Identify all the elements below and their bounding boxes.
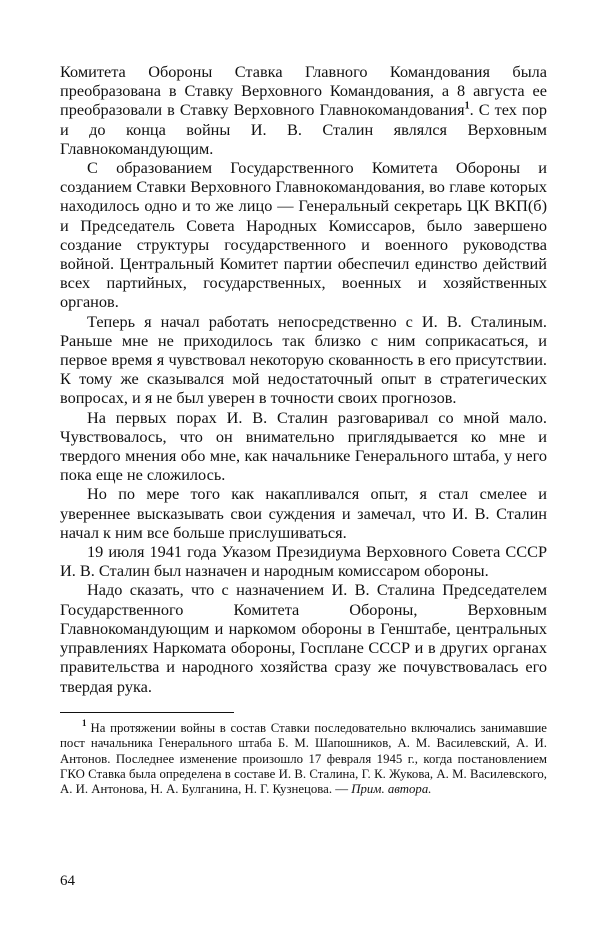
paragraph-6 — [60, 542, 547, 580]
footnote-text: На протяжении войны в состав Ставки последовательно включались занимавшие пост начальника Генерального штаба Б. М. Шапошников, А. М. Василевский, А. И. Антонов. Последнее изменение произошло 17 февраля 1945 г., когда постановлением ГКО Ставка была определена в составе И. В. Сталина, Г. К. Жукова, А. М. Василевского, А. И. Антонова, Н. А. Булганина, Н. Г. Кузнецова. — — [60, 720, 547, 797]
footnote-divider — [60, 712, 234, 713]
page-body — [60, 62, 547, 798]
paragraph-1-text-before: Комитета Обороны Ставка Главного Командования была преобразована в Ставку Верховного Командования, а 8 августа ее преобразовали в Ставку Верховного Главнокомандования — [60, 62, 547, 120]
paragraph-7-text: Надо сказать, что с назначением И. В. Сталина Председателем Государственного Комитета Обороны, Верховным Главнокомандующим и наркомом обороны в Генштабе, центральных управлениях Наркомата обороны, Госплане СССР и в других органах правительства и народного хозяйства сразу же почувствовалась его твердая рука. — [60, 580, 547, 696]
paragraph-2 — [60, 158, 547, 312]
page-number: 64 — [60, 873, 75, 889]
paragraph-3 — [60, 312, 547, 408]
paragraph-2-text: С образованием Государственного Комитета Обороны и созданием Ставки Верховного Главнокомандования, во главе которых находилось одно и то же лицо — Генеральный секретарь ЦК ВКП(б) и Председатель Совета Народных Комиссаров, было завершено создание структуры государственного и военного руководства войной. Центральный Комитет партии обеспечил единство действий всех партийных, государственных, военных и хозяйственных органов. — [60, 158, 547, 312]
paragraph-6-text: 19 июля 1941 года Указом Президиума Верховного Совета СССР И. В. Сталин был назначен и народным комиссаром обороны. — [60, 542, 547, 581]
paragraph-5 — [60, 484, 547, 542]
paragraph-1-text-after: . С тех пор и до конца войны И. В. Сталин являлся Верховным Главнокомандующим. — [60, 100, 547, 158]
paragraph-4 — [60, 408, 547, 485]
paragraph-1 — [60, 62, 547, 158]
paragraph-3-text: Теперь я начал работать непосредственно с И. В. Сталиным. Раньше мне не приходилось так близко с ним соприкасаться, и первое время я чувствовал некоторую скованность в его присутствии. К тому же сказывался мой недостаточный опыт в стратегических вопросах, и я не был уверен в точности своих прогнозов. — [60, 311, 547, 408]
footnote-attribution: Прим. автора. — [351, 782, 432, 797]
footnote — [60, 718, 547, 798]
paragraph-4-text: На первых порах И. В. Сталин разговаривал со мной мало. Чувствовалось, что он внимательно приглядывается ко мне и твердого мнения обо мне, как начальнике Генерального штаба, у него пока еще не сложилось. — [60, 407, 547, 485]
paragraph-7 — [60, 580, 547, 695]
paragraph-5-text: Но по мере того как накапливался опыт, я стал смелее и увереннее высказывать свои суждения и замечал, что И. В. Сталин начал к ним все больше прислушиваться. — [60, 484, 547, 542]
footnote-number: 1 — [82, 718, 87, 729]
footnote-reference-marker[interactable]: 1 — [464, 100, 470, 112]
